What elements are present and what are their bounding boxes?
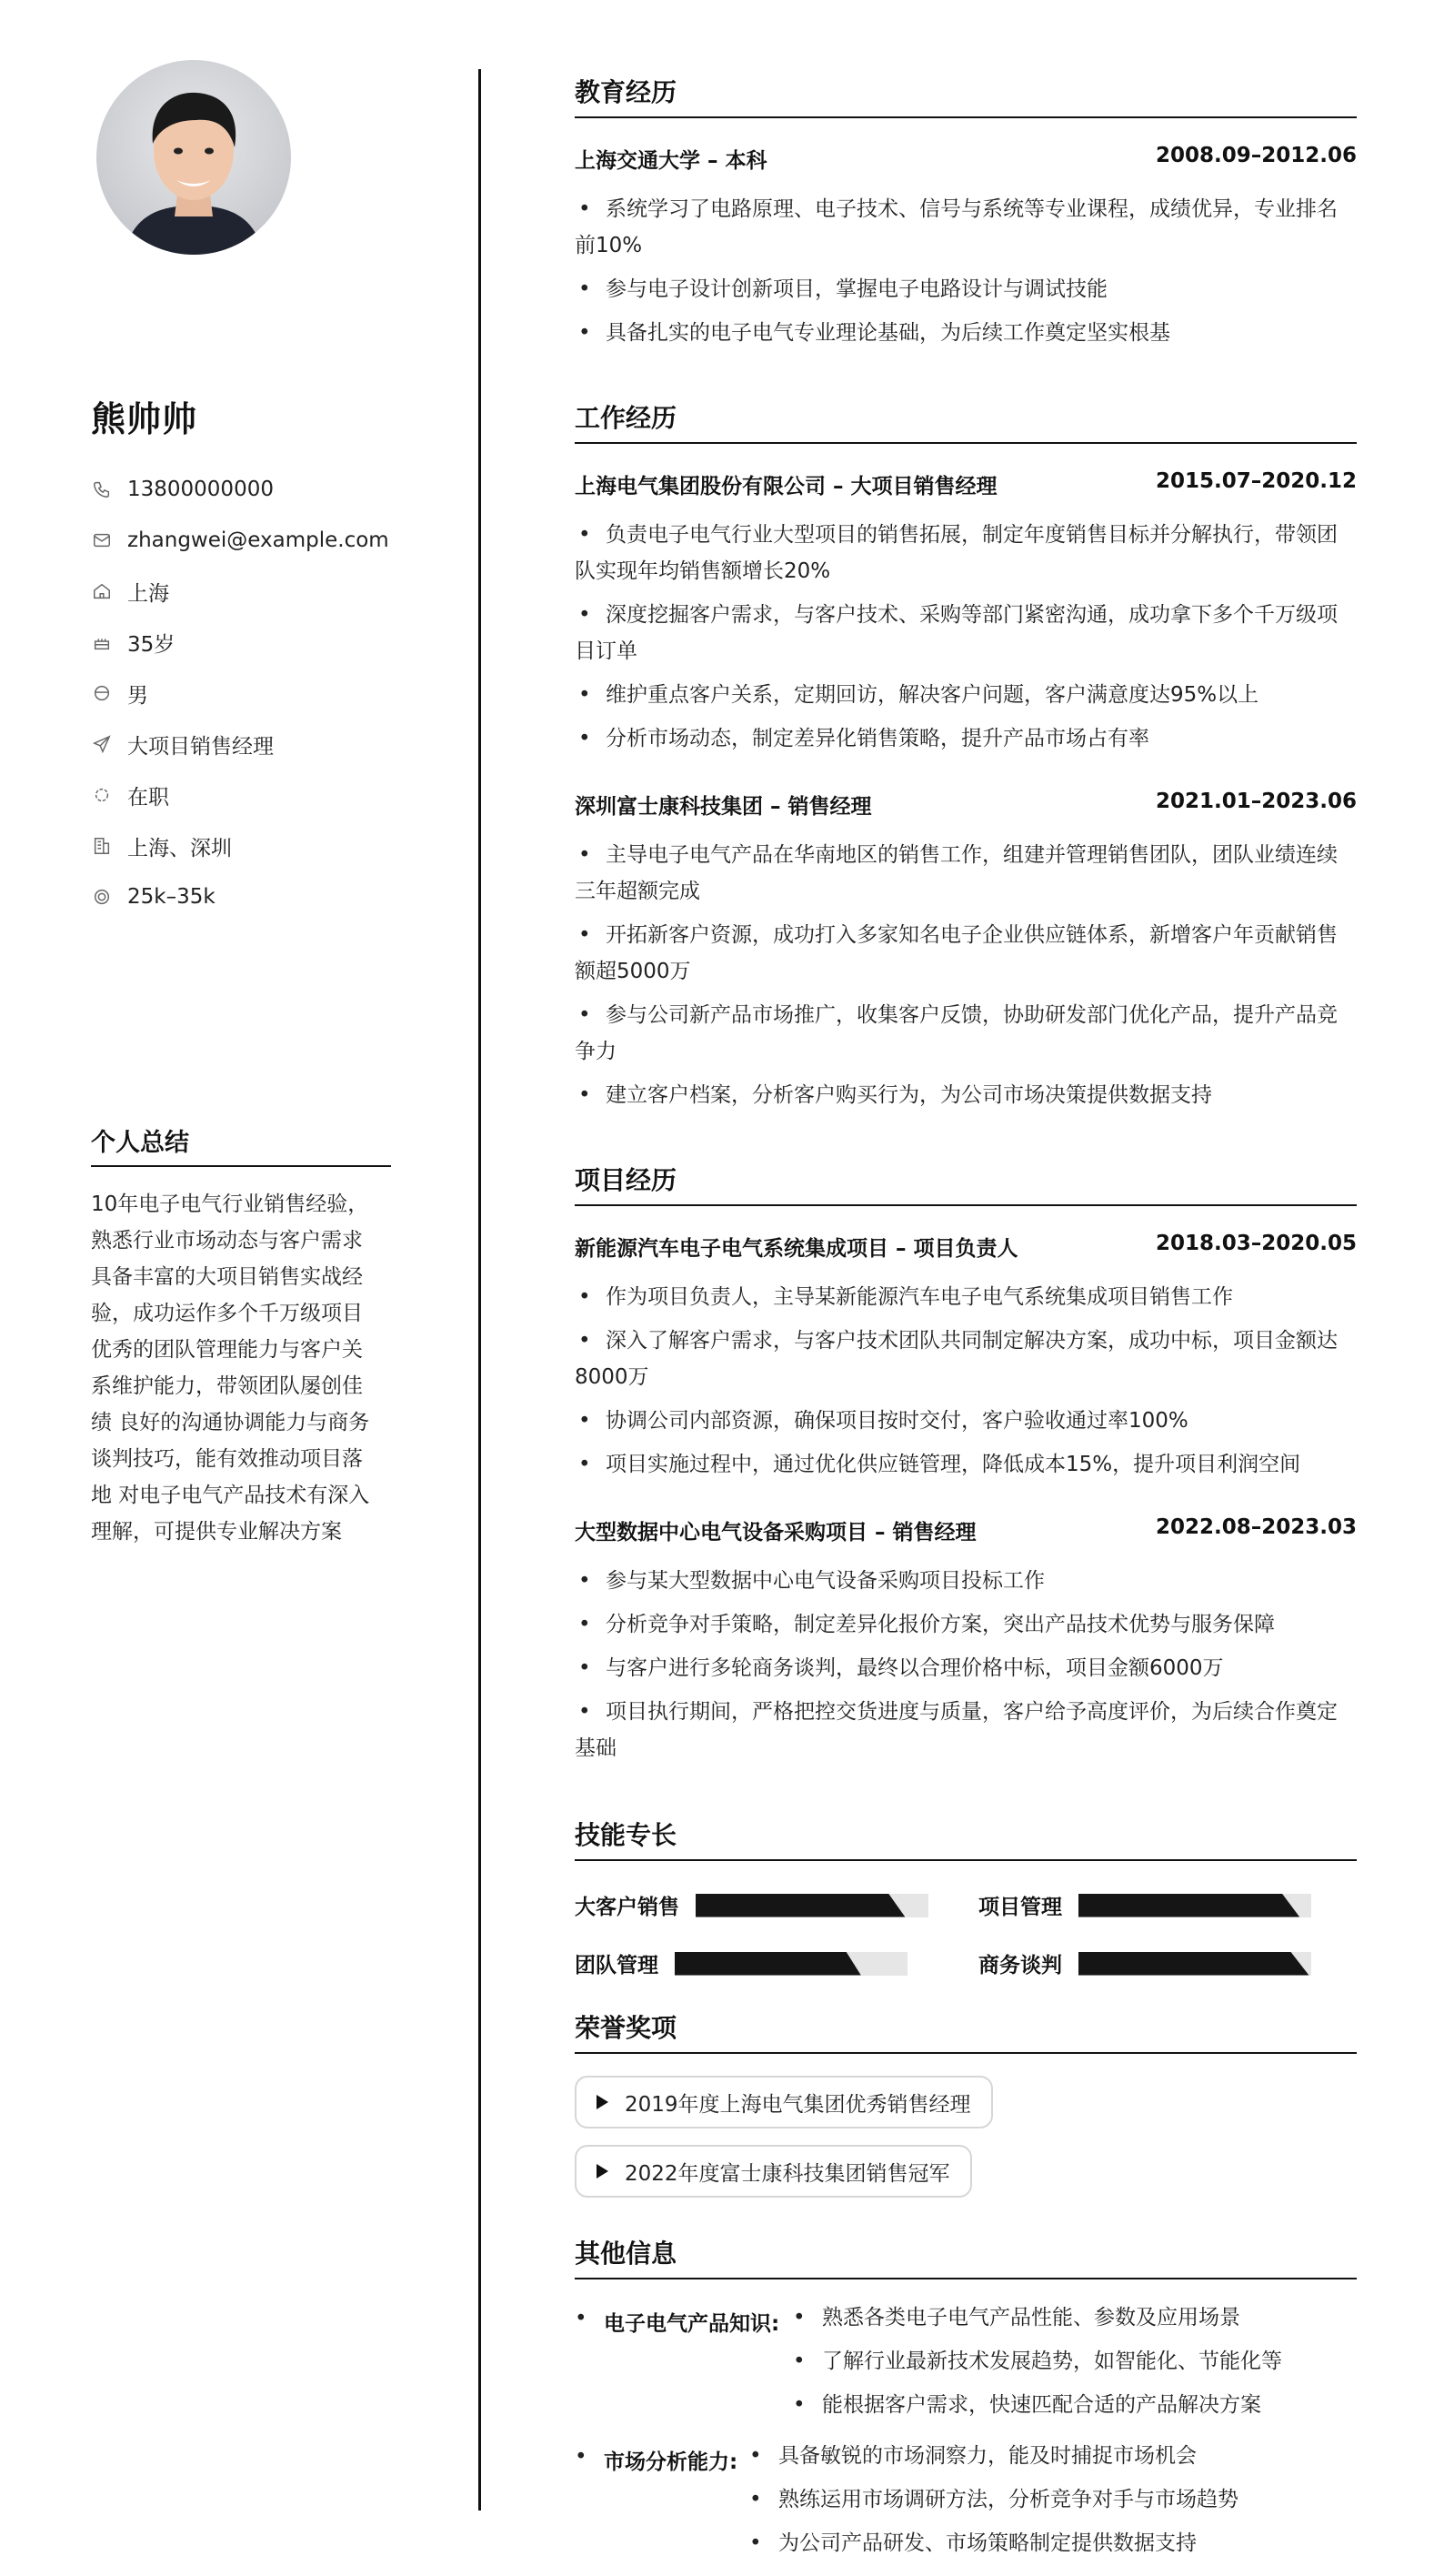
summary-title: 个人总结 [91, 1122, 391, 1167]
projects-title: 项目经历 [575, 1161, 1357, 1206]
avatar-photo [96, 60, 291, 255]
phone-icon [91, 478, 113, 500]
work-entry-head [575, 790, 1357, 820]
info-city [91, 566, 389, 617]
info-locations [91, 820, 389, 871]
bullet-item: • 参与公司新产品市场推广，收集客户反馈，协助研发部门优化产品，提升产品竞争力 [575, 997, 1357, 1070]
entry-date: 2022.08–2023.03 [1155, 1515, 1357, 1539]
award-item [575, 2076, 993, 2128]
info-status [91, 770, 389, 820]
summary-line: 熟悉行业市场动态与客户需求 [91, 1229, 363, 1253]
avatar [96, 60, 291, 255]
skill-label: 项目管理 [978, 1896, 1062, 1919]
skill-bar [696, 1894, 928, 1917]
candidate-name: 熊帅帅 [91, 399, 198, 439]
skill-item [978, 1890, 1311, 1920]
entry-date: 2018.03–2020.05 [1155, 1232, 1357, 1255]
contact-info-list [91, 464, 389, 922]
summary-line: 绩 良好的沟通协调能力与商务 [91, 1411, 370, 1434]
summary-line: 验，成功运作多个千万级项目 [91, 1302, 363, 1325]
education-bullets [575, 191, 1357, 358]
bullet-item: • 参与某大型数据中心电气设备采购项目投标工作 [575, 1563, 1357, 1599]
skill-bar-fill [1078, 1952, 1309, 1976]
other-item: • 熟悉各类电子电气产品性能、参数及应用场景 [791, 2296, 1282, 2340]
skill-bar [1078, 1894, 1311, 1917]
other-group-items [791, 2296, 1282, 2427]
other-group-items [747, 2434, 1238, 2565]
bullet-item: • 作为项目负责人，主导某新能源汽车电子电气系统集成项目销售工作 [575, 1279, 1357, 1315]
summary-line: 谈判技巧，能有效推动项目落 [91, 1447, 363, 1471]
info-age [91, 617, 389, 668]
work-bullets [575, 517, 1357, 764]
entry-heading: 大型数据中心电气设备采购项目 – 销售经理 [575, 1521, 977, 1545]
info-phone [91, 464, 389, 515]
group-bullet: • [575, 2307, 587, 2330]
building-icon [91, 835, 113, 857]
bullet-item: • 负责电子电气行业大型项目的销售拓展，制定年度销售目标并分解执行，带领团队实现年均销售额增长20% [575, 517, 1357, 589]
play-icon [597, 2095, 608, 2109]
info-text: 35岁 [127, 632, 175, 657]
skill-label: 大客户销售 [575, 1896, 679, 1919]
skills-title: 技能专长 [575, 1816, 1357, 1861]
summary-text [91, 1186, 391, 1550]
bullet-item: • 分析竞争对手策略，制定差异化报价方案，突出产品技术优势与服务保障 [575, 1606, 1357, 1643]
group-bullet: • [575, 2445, 587, 2469]
other-group-label: 电子电气产品知识: [604, 2312, 780, 2336]
entry-date: 2008.09–2012.06 [1155, 144, 1357, 167]
skill-item [978, 1948, 1311, 1978]
send-icon [91, 733, 113, 755]
other-item: • 具备敏锐的市场洞察力，能及时捕捉市场机会 [747, 2434, 1238, 2478]
summary-line: 理解，可提供专业解决方案 [91, 1520, 342, 1544]
work-bullets [575, 837, 1357, 1121]
bullet-item: • 主导电子电气产品在华南地区的销售工作，组建并管理销售团队，团队业绩连续三年超额完成 [575, 837, 1357, 910]
info-email [91, 515, 389, 566]
info-text: 男 [127, 683, 148, 708]
bullet-item: • 具备扎实的电子电气专业理论基础，为后续工作奠定坚实根基 [575, 315, 1357, 351]
other-item: • 能根据客户需求，快速匹配合适的产品解决方案 [791, 2383, 1282, 2427]
award-text: 2022年度富士康科技集团销售冠军 [625, 2161, 950, 2186]
cake-icon [91, 631, 113, 653]
other-item: • 了解行业最新技术发展趋势，如智能化、节能化等 [791, 2340, 1282, 2383]
work-title: 工作经历 [575, 398, 1357, 444]
coin-icon [91, 886, 113, 908]
project-bullets [575, 1563, 1357, 1774]
other-item: • 为公司产品研发、市场策略制定提供数据支持 [747, 2521, 1238, 2565]
work-entry-head [575, 469, 1357, 499]
bullet-item: • 协调公司内部资源，确保项目按时交付，客户验收通过率100% [575, 1403, 1357, 1439]
play-icon [597, 2164, 608, 2179]
info-text: 13800000000 [127, 478, 274, 501]
skill-item [575, 1890, 928, 1920]
info-text: 上海 [127, 581, 169, 606]
other-item: • 熟练运用市场调研方法，分析竞争对手与市场趋势 [747, 2478, 1238, 2521]
info-gender [91, 668, 389, 719]
bullet-item: • 与客户进行多轮商务谈判，最终以合理价格中标，项目金额6000万 [575, 1650, 1357, 1686]
award-item [575, 2145, 972, 2198]
bullet-item: • 系统学习了电路原理、电子技术、信号与系统等专业课程，成绩优异，专业排名前10% [575, 191, 1357, 264]
summary-line: 系维护能力，带领团队屡创佳 [91, 1374, 363, 1398]
bullet-item: • 项目执行期间，严格把控交货进度与质量，客户给予高度评价，为后续合作奠定基础 [575, 1694, 1357, 1766]
skill-bar [1078, 1952, 1311, 1976]
info-text: zhangwei@example.com [127, 528, 389, 552]
bullet-item: • 深入了解客户需求，与客户技术团队共同制定解决方案，成功中标，项目金额达8000万 [575, 1323, 1357, 1395]
skill-bar [675, 1952, 908, 1976]
award-text: 2019年度上海电气集团优秀销售经理 [625, 2092, 971, 2117]
education-entry-head [575, 144, 1357, 174]
skill-bar-fill [696, 1894, 905, 1917]
info-salary [91, 871, 389, 922]
entry-heading: 新能源汽车电子电气系统集成项目 – 项目负责人 [575, 1237, 1018, 1261]
bullet-item: • 分析市场动态，制定差异化销售策略，提升产品市场占有率 [575, 720, 1357, 757]
project-entry-head [575, 1515, 1357, 1545]
bullet-item: • 维护重点客户关系，定期回访，解决客户问题，客户满意度达95%以上 [575, 677, 1357, 713]
other-group-label: 市场分析能力: [604, 2450, 738, 2474]
skill-label: 团队管理 [575, 1954, 658, 1977]
summary-line: 10年电子电气行业销售经验， [91, 1192, 369, 1216]
skill-bar-fill [1078, 1894, 1299, 1917]
info-text: 在职 [127, 785, 169, 810]
column-divider [478, 69, 481, 2511]
entry-date: 2015.07–2020.12 [1155, 469, 1357, 493]
bullet-item: • 开拓新客户资源，成功打入多家知名电子企业供应链体系，新增客户年贡献销售额超5000万 [575, 917, 1357, 990]
summary-line: 地 对电子电气产品技术有深入 [91, 1484, 370, 1507]
bullet-item: • 项目实施过程中，通过优化供应链管理，降低成本15%，提升项目利润空间 [575, 1446, 1357, 1483]
skill-bar-fill [675, 1952, 861, 1976]
project-bullets [575, 1279, 1357, 1490]
summary-line: 具备丰富的大项目销售实战经 [91, 1265, 363, 1289]
bullet-item: • 深度挖掘客户需求，与客户技术、采购等部门紧密沟通，成功拿下多个千万级项目订单 [575, 597, 1357, 669]
mail-icon [91, 529, 113, 551]
status-icon [91, 784, 113, 806]
awards-title: 荣誉奖项 [575, 2008, 1357, 2054]
info-text: 上海、深圳 [127, 836, 232, 860]
entry-heading: 上海电气集团股份有限公司 – 大项目销售经理 [575, 475, 998, 498]
person-icon [91, 682, 113, 704]
entry-date: 2021.01–2023.06 [1155, 790, 1357, 813]
info-text: 大项目销售经理 [127, 734, 274, 759]
summary-line: 优秀的团队管理能力与客户关 [91, 1338, 363, 1362]
home-icon [91, 580, 113, 602]
project-entry-head [575, 1232, 1357, 1262]
entry-heading: 上海交通大学 – 本科 [575, 149, 767, 173]
skill-label: 商务谈判 [978, 1954, 1062, 1977]
entry-heading: 深圳富士康科技集团 – 销售经理 [575, 795, 872, 819]
info-position [91, 719, 389, 770]
skill-item [575, 1948, 908, 1978]
bullet-item: • 建立客户档案，分析客户购买行为，为公司市场决策提供数据支持 [575, 1077, 1357, 1113]
bullet-item: • 参与电子设计创新项目，掌握电子电路设计与调试技能 [575, 271, 1357, 307]
other-title: 其他信息 [575, 2234, 1357, 2279]
info-text: 25k–35k [127, 885, 216, 909]
education-title: 教育经历 [575, 73, 1357, 118]
